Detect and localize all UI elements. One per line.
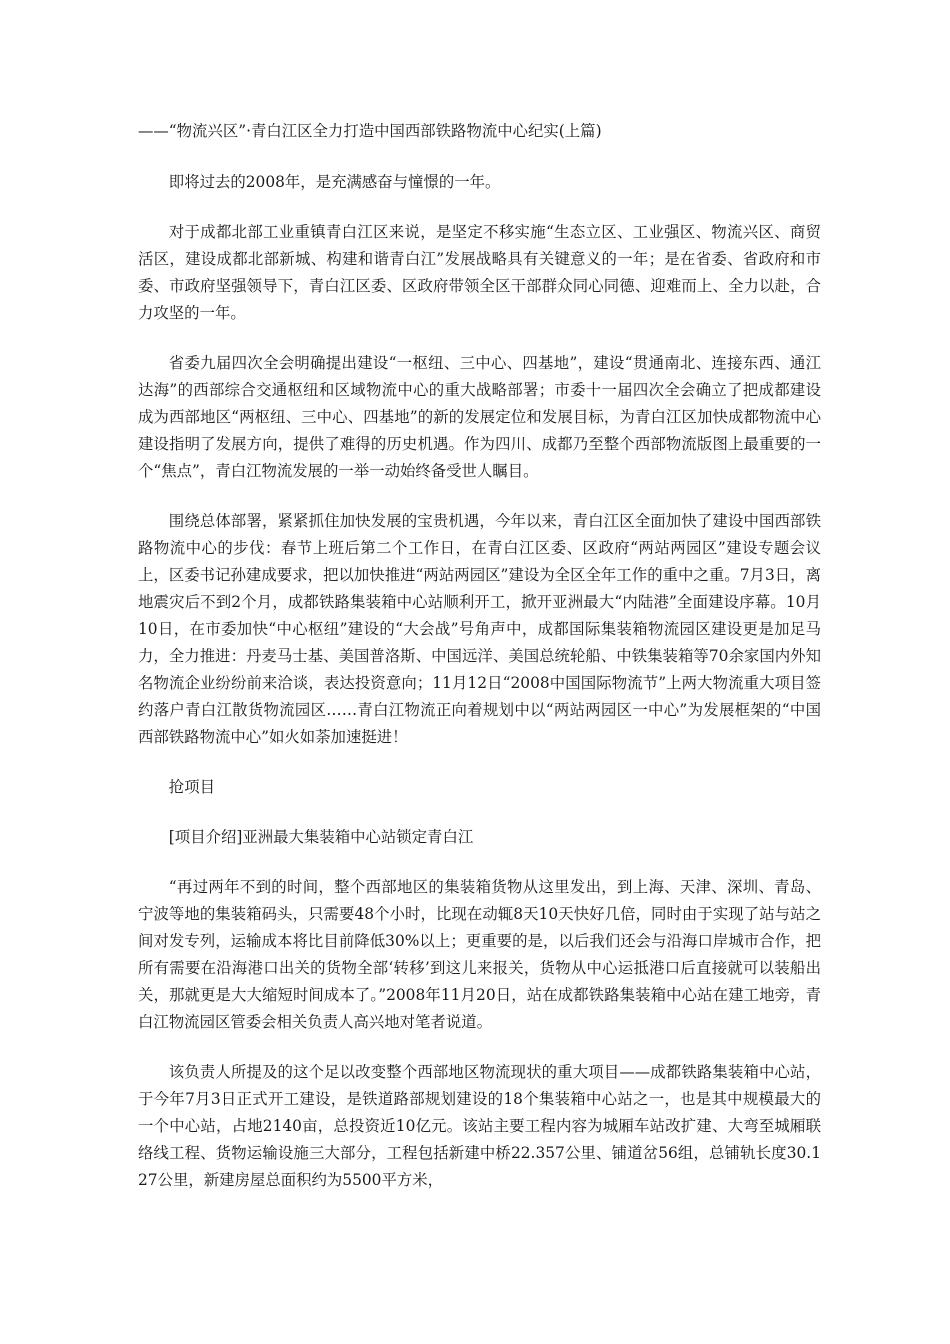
document-subtitle: ——“物流兴区”·青白江区全力打造中国西部铁路物流中心纪实(上篇) (138, 122, 602, 140)
paragraph-intro: 即将过去的2008年，是充满感奋与憧憬的一年。 (168, 173, 501, 191)
section-heading-projects: 抢项目 (168, 778, 215, 796)
paragraph-container-station: 该负责人所提及的这个足以改变整个西部地区物流现状的重大项目——成都铁路集装箱中心站，于今年7月3日正式开工建设，是铁道路部规划建设的18个集装箱中心站之一，也是其中规模最大的一个中心站，占地2140亩，总投资近10亿元。该站主要工程内容为城厢车站改扩建、大弯至城厢联络线工程、货物运输设施三大部分，工程包括新建中桥22.357公里、铺道岔56组，总铺轨长度30.127公里，新建房屋总面积约为5500平方米， (138, 1063, 821, 1189)
paragraph-progress: 围绕总体部署，紧紧抓住加快发展的宝贵机遇，今年以来，青白江区全面加快了建设中国西部铁路物流中心的步伐：春节上班后第二个工作日，在青白江区委、区政府“两站两园区”建设专题会议上，区委书记孙建成要求，把以加快推进“两站两园区”建设为全区全年工作的重中之重。7月3日，离地震灾后不到2个月，成都铁路集装箱中心站顺利开工，掀开亚洲最大“内陆港”全面建设序幕。10月10日，在市委加快“中心枢纽”建设的“大会战”号角声中，成都国际集装箱物流园区建设更是加足马力，全力推进：丹麦马士基、美国普洛斯、中国远洋、美国总统轮船、中铁集装箱等70余家国内外知名物流企业纷纷前来洽谈，表达投资意向；11月12日“2008中国国际物流节”上两大物流重大项目签约落户青白江散货物流园区……青白江物流正向着规划中以“两站两园区一中心”为发展框架的“中国西部铁路物流中心”如火如荼加速挺进！ (138, 512, 821, 746)
paragraph-quote: “再过两年不到的时间，整个西部地区的集装箱货物从这里发出，到上海、天津、深圳、青岛、宁波等地的集装箱码头，只需要48个小时，比现在动辄8天10天快好几倍，同时由于实现了站与站之间对发专列，运输成本将比目前降低30%以上；更重要的是，以后我们还会与沿海口岸城市合作，把所有需要在沿海港口出关的货物全部‘转移’到这儿来报关，货物从中心运抵港口后直接就可以装船出关，那就更是大大缩短时间成本了。”2008年11月20日，站在成都铁路集装箱中心站在建工地旁，青白江物流园区管委会相关负责人高兴地对笔者说道。 (138, 878, 821, 1031)
document-body (138, 118, 821, 1194)
paragraph-strategy: 省委九届四次全会明确提出建设“一枢纽、三中心、四基地”，建设“贯通南北、连接东西、通江达海”的西部综合交通枢纽和区域物流中心的重大战略部署；市委十一届四次全会确立了把成都建设成为西部地区“两枢纽、三中心、四基地”的新的发展定位和发展目标，为青白江区加快成都物流中心建设指明了发展方向，提供了难得的历史机遇。作为四川、成都乃至整个西部物流版图上最重要的一个“焦点”，青白江物流发展的一举一动始终备受世人瞩目。 (138, 354, 821, 480)
paragraph-significance: 对于成都北部工业重镇青白江区来说，是坚定不移实施“生态立区、工业强区、物流兴区、商贸活区，建设成都北部新城、构建和谐青白江”发展战略具有关键意义的一年；是在省委、省政府和市委、市政府坚强领导下，青白江区委、区政府带领全区干部群众同心同德、迎难而上、全力以赴，合力攻坚的一年。 (138, 223, 821, 322)
project-intro-heading: [项目介绍]亚洲最大集装箱中心站锁定青白江 (168, 828, 474, 846)
